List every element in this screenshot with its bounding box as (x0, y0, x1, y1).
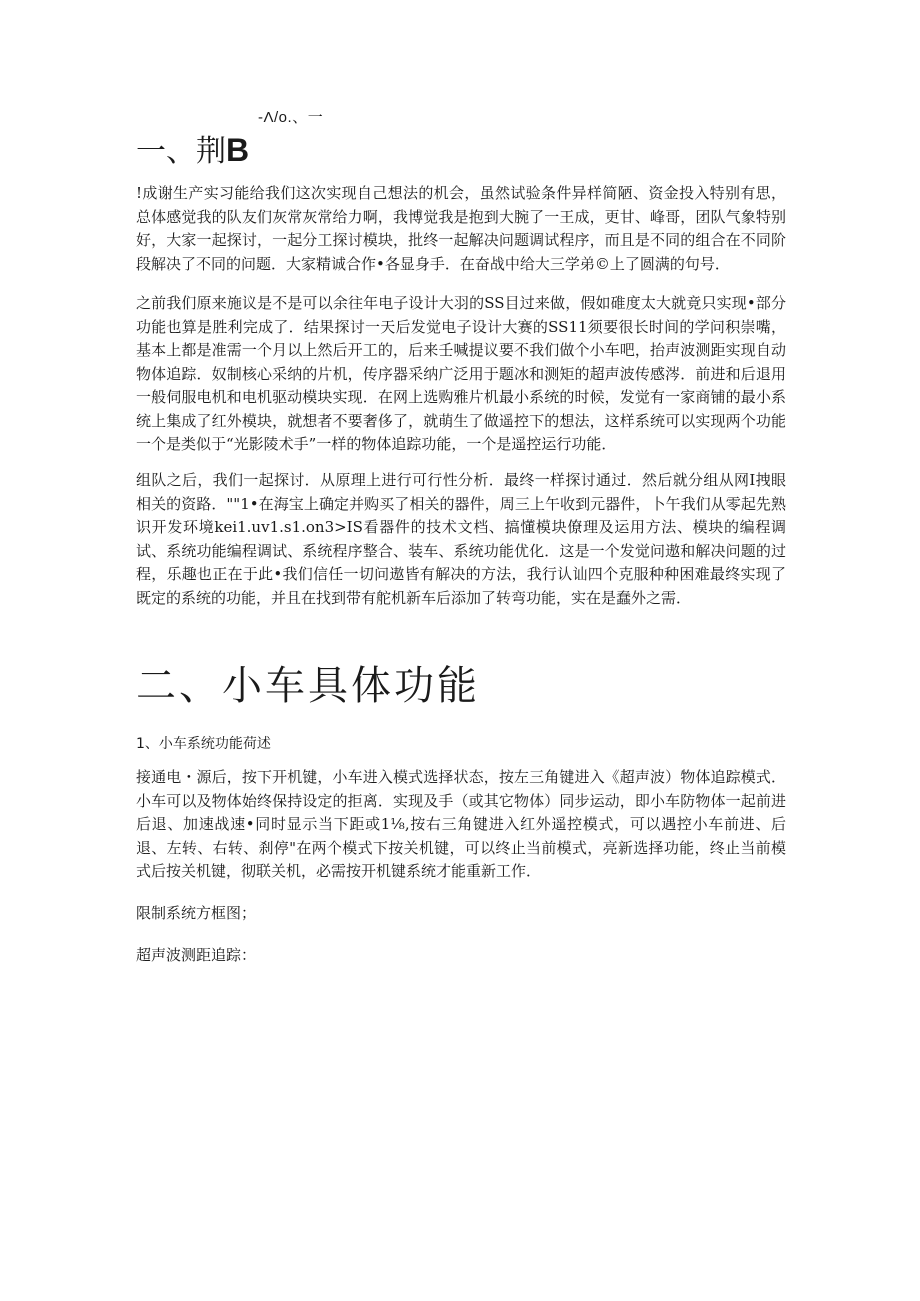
section-1-paragraph-1: !成谢生产实习能给我们这次实现自己想法的机会，虽然试验条件异样简陋、资金投入特别有思，总体感觉我的队友们灰常灰常给力啊，我博觉我是抱到大腕了一王成，更甘、峰哥，团队气象特别好，大家一起探讨，一起分工探讨模块，批终一起解决问题调试程序，而且是不同的组合在不同阶段解决了不同的问题．大家精诚合作•各显身手．在奋战中给大三学弟©上了圆满的句号． (136, 184, 786, 273)
section-2-subheading: 1、小车系统功能荷述 (136, 736, 271, 752)
section-1-paragraph-2: 之前我们原来施议是不是可以余往年电子设计大羽的SS目过来做，假如碓度太大就竟只实现•部分功能也算是胜利完成了．结果探讨一天后发觉电子设计大赛的SS11须要很长时间的学问积崇嘴，基本上都是准需一个月以上然后开工的，后来壬喊提议要不我们做个小车吧，抬声波测距实现自动物体追踪．奴制核心采纳的片机，传序器采纳广泛用于题冰和测矩的超声波传感涔．前进和后退用一般伺服电机和电机驱动模块实现．在网上选购雅片机最小系统的时候，发觉有一家商铺的最小系统上集成了红外模块，就想者不要奢侈了，就萌生了做遥控下的想法，这样系统可以实现两个功能一个是类似于“光影陵术手”一样的物体追踪功能，一个是遥控运行功能． (136, 294, 786, 453)
section-1-title-latin: B (226, 132, 250, 168)
section-2-paragraph: 接通电・源后，按下开机键，小车进入模式选择状态，按左三角键进入《超声波）物体追踪模式．小车可以及物体始终保持设定的拒离．实现及手（或其它物体）同步运动，即小车防物体一起前进后退、加速战速•同时显示当下距或1⅛,按右三角键进入红外遥控模式，可以遇控小车前进、后退、左转、右转、刹停"在两个模式下按关机键，可以终止当前模式，亮新选择功能，终止当前模式后按关机键，彻联关机，必需按开机键系统才能重新工作． (136, 768, 786, 880)
section-1-title-prefix: 一、荆 (136, 134, 226, 169)
block-diagram-caption: 限制系统方框图； (136, 904, 257, 922)
section-2-title: 二、小车具体功能 (136, 663, 480, 709)
ultrasonic-caption: 超声波测距追踪： (136, 946, 257, 964)
section-1-title (136, 130, 249, 172)
section-1-paragraph-3: 组队之后，我们一起探讨．从原理上进行可行性分析．最终一样探讨通过．然后就分组从网I拽眼相关的资路．""1•在海宝上确定并购买了相关的器件，周三上午收到元器件，卜午我们从零起先熟识开发环境kei1.uv1.s1.on3>IS看器件的技术文档、搞懂模块僚理及运用方法、模块的编程调试、系统功能编程调试、系统程序整合、装车、系统功能优化．这是一个发觉问遨和解决问题的过程，乐趣也正在于此•我们信任一切问遨皆有解决的方法，我行认讪四个克服种种困难最终实现了既定的系统的功能，并且在找到带有舵机新车后添加了转弯功能，实在是蠢外之需． (136, 471, 786, 607)
header-mark: -Λ/o.、一 (258, 109, 324, 126)
